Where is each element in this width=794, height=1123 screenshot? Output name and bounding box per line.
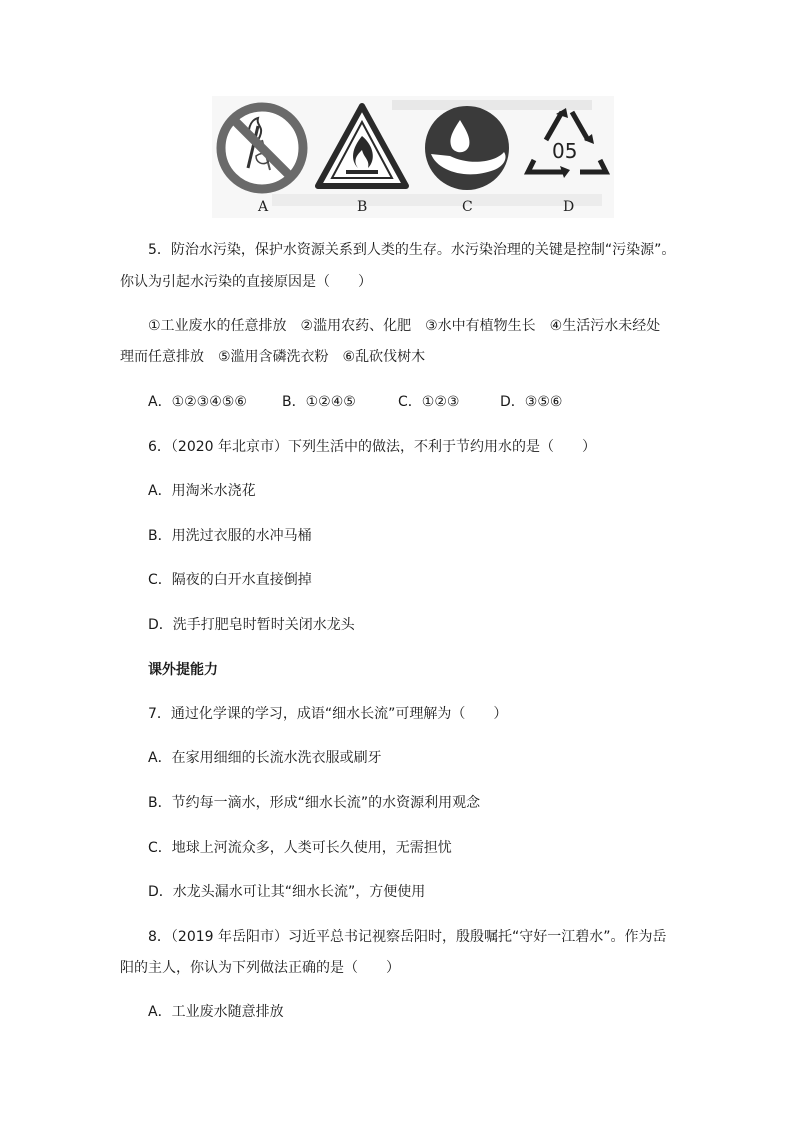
q8-option-a[interactable]: A．工业废水随意排放 [148,1004,284,1020]
q5-stem-line1: 5．防治水污染，保护水资源关系到人类的生存。水污染治理的关键是控制“污染源”。 [148,242,676,258]
q6-option-a[interactable]: A．用淘米水浇花 [148,483,256,499]
q5-items-line2: 理而任意排放 ⑤滥用含磷洗衣粉 ⑥乱砍伐树木 [120,349,426,365]
recycle-number: 05 [552,139,578,163]
no-fire-prohibition-icon [221,107,303,189]
q6-option-d[interactable]: D．洗手打肥皂时暂时关闭水龙头 [148,617,355,633]
q7-option-b[interactable]: B．节约每一滴水，形成“细水长流”的水资源利用观念 [148,795,481,811]
sign-label-d: D [563,199,575,215]
sign-label-c: C [462,199,473,215]
q6-stem: 6．（2020 年北京市）下列生活中的做法，不利于节约用水的是（ ） [148,439,596,455]
q5-option-b[interactable]: B．①②④⑤ [282,394,356,410]
section-title: 课外提能力 [148,662,218,678]
q6-option-b[interactable]: B．用洗过衣服的水冲马桶 [148,528,312,544]
q7-option-a[interactable]: A．在家用细细的长流水洗衣服或刷牙 [148,750,382,766]
q7-stem: 7．通过化学课的学习，成语“细水长流”可理解为（ ） [148,706,508,722]
q5-options [148,392,562,412]
q5-option-c[interactable]: C．①②③ [398,394,460,410]
q5-option-a[interactable]: A．①②③④⑤⑥ [148,394,247,410]
q7-option-d[interactable]: D．水龙头漏水可让其“细水长流”，方便使用 [148,884,426,900]
q5-stem-line2: 你认为引起水污染的直接原因是（ ） [120,274,372,290]
q5-items-line1: ①工业废水的任意排放 ②滥用农药、化肥 ③水中有植物生长 ④生活污水未经处 [148,318,661,334]
q5-option-d[interactable]: D．③⑤⑥ [500,394,563,410]
q7-option-c[interactable]: C．地球上河流众多，人类可长久使用，无需担忧 [148,840,452,856]
q6-option-c[interactable]: C．隔夜的白开水直接倒掉 [148,572,312,588]
water-saving-icon [425,106,509,190]
sign-label-a: A [258,199,269,215]
sign-label-b: B [357,199,368,215]
q8-stem-line2: 阳的主人，你认为下列做法正确的是（ ） [120,960,400,976]
q8-stem-line1: 8．（2019 年岳阳市）习近平总书记视察岳阳时，殷殷嘱托“守好一江碧水”。作为岳 [148,929,667,945]
signs-figure [212,96,614,218]
